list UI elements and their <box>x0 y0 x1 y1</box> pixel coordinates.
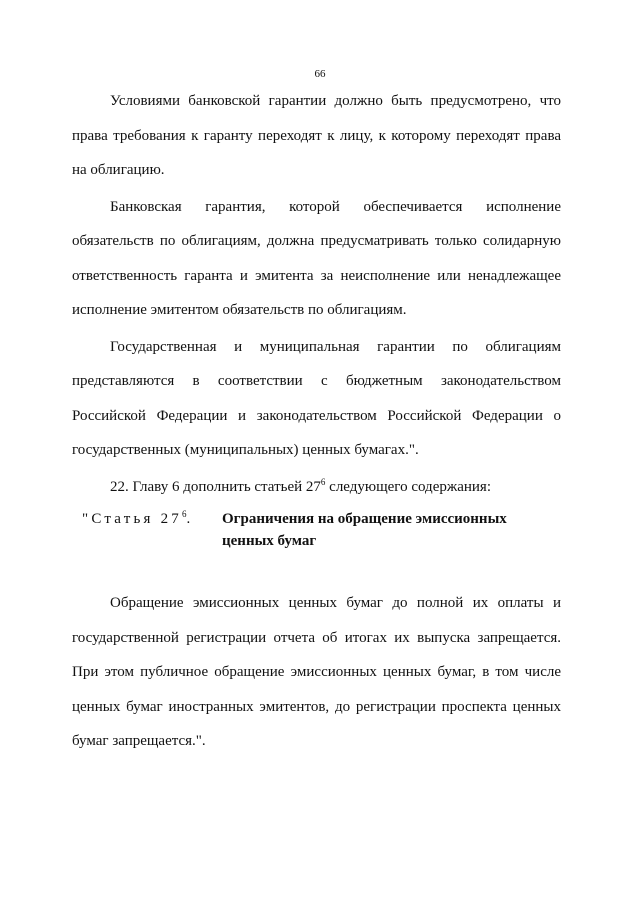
amendment-item-22-superscript: 6 <box>320 476 326 487</box>
document-body <box>72 84 561 761</box>
article-title: Ограничения на обращение эмиссионных ценных бумаг <box>222 511 507 549</box>
amendment-item-22-prefix: 22. Главу 6 дополнить статьей 27 <box>110 478 321 495</box>
article-number-superscript: 6 <box>181 509 187 519</box>
paragraph-state-municipal-guarantees: Государственная и муниципальная гарантии по облигациям представляются в соответствии с бюджетным законодательством Российской Федерации и законодательством Российской Федерации о государственных (муниципальных) ценных бумагах.". <box>72 338 561 458</box>
article-label <box>82 508 193 530</box>
paragraph-bank-guarantee-rights: Условиями банковской гарантии должно быть предусмотрено, что права требования к гаранту переходят к лицу, к которому переходят права на облигацию. <box>72 93 561 178</box>
paragraph-article-body: Обращение эмиссионных ценных бумаг до полной их оплаты и государственной регистрации отчета об итогах их выпуска запрещается. При этом публичное обращение эмиссионных ценных бумаг, в том числе ценных бумаг иностранных эмитентов, до регистрации проспекта ценных бумаг запрещается.". <box>72 595 561 749</box>
page-number: 66 <box>314 68 326 80</box>
article-heading <box>72 508 561 572</box>
article-label-text: "Статья 27 <box>82 511 182 527</box>
paragraph-bank-guarantee-liability: Банковская гарантия, которой обеспечивается исполнение обязательств по облигациям, должна предусматривать только солидарную ответственность гаранта и эмитента за неисполнение или ненадлежащее исполнение эмитентом обязательств по облигациям. <box>72 198 561 318</box>
amendment-item-22 <box>72 470 561 505</box>
amendment-item-22-suffix: следующего содержания: <box>325 478 491 495</box>
spacer <box>72 572 561 586</box>
article-label-end: . <box>186 511 194 527</box>
